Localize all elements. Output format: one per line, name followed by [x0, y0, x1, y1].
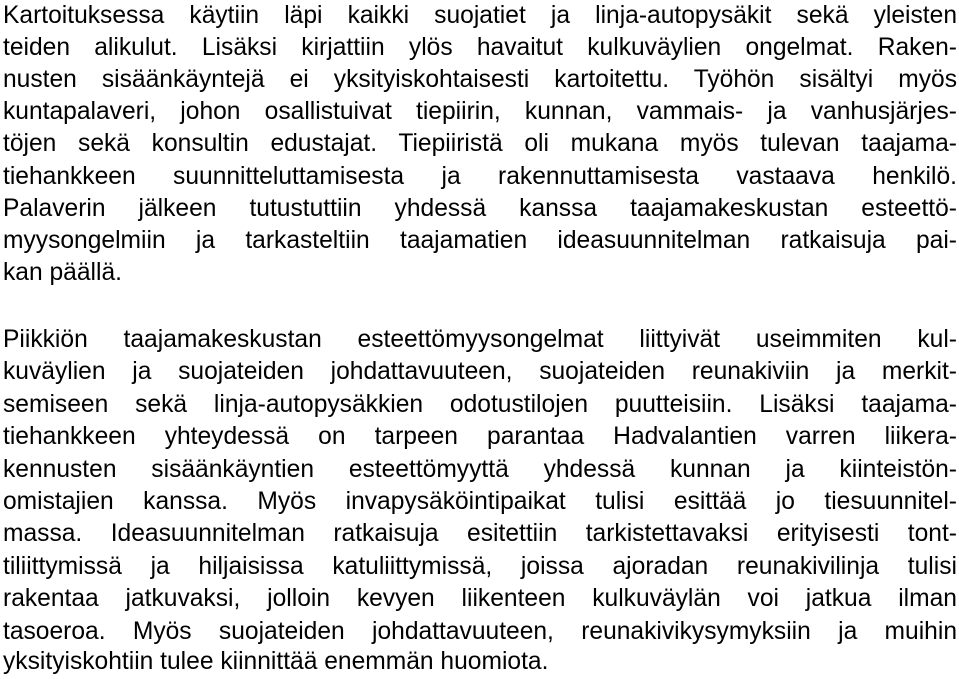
text-line: töjen sekä konsultin edustajat. Tiepiiristä oli mukana myös tulevan taajama- — [3, 130, 957, 157]
text-line: teiden alikulut. Lisäksi kirjattiin ylös havaitut kulkuväylien ongelmat. Raken- — [3, 34, 957, 61]
text-line: Palaverin jälkeen tutustuttiin yhdessä kanssa taajamakeskustan esteettö- — [3, 195, 957, 222]
text-line: tiliittymissä ja hiljaisissa katuliittymissä, joissa ajoradan reunakivilinja tulisi — [3, 553, 957, 580]
text-line: massa. Ideasuunnitelman ratkaisuja esitettiin tarkistettavaksi erityisesti tont- — [3, 520, 957, 547]
text-line: myysongelmiin ja tarkasteltiin taajamatien ideasuunnitelman ratkaisuja pai- — [3, 227, 957, 254]
text-line: yksityiskohtiin tulee kiinnittää enemmän huomiota. — [3, 648, 549, 675]
text-line: Piikkiön taajamakeskustan esteettömyysongelmat liittyivät useimmiten kul- — [3, 326, 957, 353]
text-line: kan päällä. — [3, 259, 122, 286]
text-line: rakentaa jatkuvaksi, jolloin kevyen liikenteen kulkuväylän voi jatkua ilman — [3, 585, 957, 612]
text-line: kuntapalaveri, johon osallistuivat tiepiirin, kunnan, vammais- ja vanhusjärjes- — [3, 98, 957, 125]
text-line: tiehankkeen yhteydessä on tarpeen parantaa Hadvalantien varren liikera- — [3, 423, 957, 450]
text-line: kennusten sisäänkäyntien esteettömyyttä yhdessä kunnan ja kiinteistön- — [3, 456, 957, 483]
text-line: semiseen sekä linja-autopysäkkien odotustilojen puutteisiin. Lisäksi taajama- — [3, 391, 957, 418]
text-line: nusten sisäänkäyntejä ei yksityiskohtaisesti kartoitettu. Työhön sisältyi myös — [3, 66, 957, 93]
text-line: tasoeroa. Myös suojateiden johdattavuuteen, reunakivikysymyksiin ja muihin — [3, 618, 957, 645]
text-line: omistajien kanssa. Myös invapysäköintipaikat tulisi esittää jo tiesuunnitel- — [3, 488, 957, 515]
text-line: tiehankkeen suunnitteluttamisesta ja rakennuttamisesta vastaava henkilö. — [3, 163, 957, 190]
text-line: kuväylien ja suojateiden johdattavuuteen, suojateiden reunakiviin ja merkit- — [3, 358, 957, 385]
text-line: Kartoituksessa käytiin läpi kaikki suojatiet ja linja-autopysäkit sekä yleisten — [3, 2, 957, 29]
